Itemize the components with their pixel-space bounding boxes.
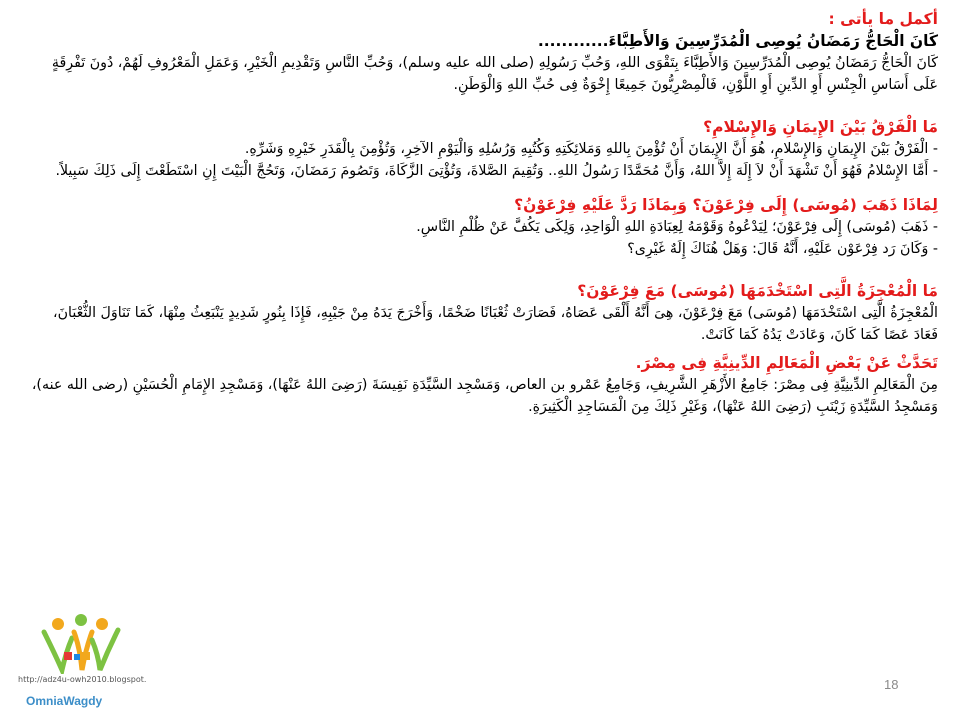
- section1-answer: كَانَ الْحَاجُّ رَمَضَانُ يُوصِى الْمُدَرِّسِينَ وَالأَطِبَّاءَ بِتَقْوَى اللهِ، وَحُبِّ رَسُولِهِ (صلى الله عليه وسلم)، وَحُبِّ النَّاسِ وَتَقْدِيمِ الْخَيْرِ، وَعَمَلِ الْمَعْرُوفِ لَهُمْ، دُونَ تَفْرِقَةٍ عَلَى أَسَاسِ الْجِنْسِ أَوِ الدِّينِ أَوِ اللَّوْنِ، فَالْمِصْرِيُّونَ جَمِيعًا إِخْوَةٌ فِى حُبِّ اللهِ وَالْوَطَنِ.: [51, 55, 938, 93]
- section4-answer: الْمُعْجِزَةُ الَّتِى اسْتَخْدَمَهَا (مُوسَى) مَعَ فِرْعَوْنَ، هِىَ أَنَّهُ أَلْقَى عَصَاهُ، فَصَارَتْ ثُعْبَانًا ضَخْمًا، وَأَخْرَجَ يَدَهُ مِنْ جَيْبِهِ، فَإِذَا بِنُورٍ شَدِيدٍ يَنْبَعِثُ مِنْهَا، كَمَا تَنَاوَلَ الثُّعْبَانَ، فَعَادَ عَصًا كَمَا كَانَ، وَعَادَتْ يَدُهُ كَمَا كَانَتْ.: [53, 305, 938, 343]
- page-number: 18: [884, 677, 899, 692]
- page-content: [30, 8, 938, 418]
- section3-answer-1: - ذَهَبَ (مُوسَى) إِلَى فِرْعَوْنَ؛ لِيَدْعُوهُ وَقَوْمَهُ لِعِبَادَةِ اللهِ الْوَاحِدِ، وَلِكَى يَكُفَّ عَنْ ظُلْمِ النَّاسِ.: [416, 219, 938, 235]
- section2-heading: مَا الْفَرْقُ بَيْنَ الإِيمَانِ وَالإِسْلامِ؟: [703, 118, 938, 136]
- section5-heading: تَحَدَّثْ عَنْ بَعْضِ الْمَعَالِمِ الدِّينِيَّةِ فِى مِصْرَ.: [635, 354, 938, 372]
- section1-heading: أكمل ما يأتى :: [828, 10, 938, 28]
- section1-prompt: كَانَ الْحَاجُّ رَمَضَانُ يُوصِى الْمُدَرِّسِينَ وَالأَطِبَّاءَ............: [537, 32, 938, 50]
- blog-logo: [18, 612, 168, 718]
- section3-answer-2: - وَكَانَ رَد فِرْعَوْن عَلَيْهِ، أَنَّهُ قَالَ: وَهَلْ هُنَاكَ إِلَهٌ غَيْرِى؟: [627, 241, 938, 257]
- people-logo-icon: [36, 612, 126, 674]
- section4-heading: مَا الْمُعْجِزَةُ الَّتِى اسْتَخْدَمَهَا (مُوسَى) مَعَ فِرْعَوْنَ؟: [577, 282, 938, 300]
- section5-answer: مِنَ الْمَعَالِمِ الدِّينِيَّةِ فِى مِصْرَ: جَامِعُ الأَزْهَرِ الشَّرِيفِ، وَجَامِعُ عَمْرو بن العاص، وَمَسْجِد السَّيِّدَةِ نَفِيسَةَ (رَضِىَ اللهُ عَنْهَا)، وَمَسْجِدِ الإِمَامِ الْحُسَيْنِ (رضى الله عنه)، وَمَسْجِدُ السَّيِّدَةِ زَيْنَبِ (رَضِىَ اللهُ عَنْهَا)، وَغَيْرِ ذَلِكَ مِنَ الْمَسَاجِدِ الْكَثِيرَةِ.: [31, 377, 938, 415]
- section2-answer-2: - أَمَّا الإِسْلامُ فَهُوَ أَنْ تَشْهَدَ أَنْ لاَ إِلَهَ إِلاَّ اللهُ، وَأَنَّ مُحَمَّدًا رَسُولُ اللهِ.. وَتُقِيمَ الصَّلاةَ، وَتُؤْتِىَ الزَّكَاةَ، وَتَصُومَ رَمَضَانَ، وَتَحُجَّ الْبَيْتَ إِنِ اسْتَطَعْتَ إِلَى ذَلِكَ سَبِيلاً.: [55, 163, 938, 179]
- section3-heading: لِمَاذَا ذَهَبَ (مُوسَى) إِلَى فِرْعَوْنَ؟ وَبِمَاذَا رَدَّ عَلَيْهِ فِرْعَوْنُ؟: [514, 196, 938, 214]
- logo-url-text: http://adz4u-owh2010.blogspot.: [18, 675, 147, 684]
- logo-name-text: OmniaWagdy: [26, 694, 103, 708]
- section2-answer-1: - الْفَرْقُ بَيْنَ الإِيمَانِ وَالإِسْلامِ، هُوَ أَنَّ الإِيمَانَ أَنْ تُؤْمِنَ بِاللهِ وَمَلائِكَتِهِ وَكُتُبِهِ وَرُسُلِهِ وَالْيَوْمِ الآخِرِ، وَتُؤْمِنَ بِالْقَدَرِ خَيْرِهِ وَشَرِّهِ.: [244, 141, 938, 157]
